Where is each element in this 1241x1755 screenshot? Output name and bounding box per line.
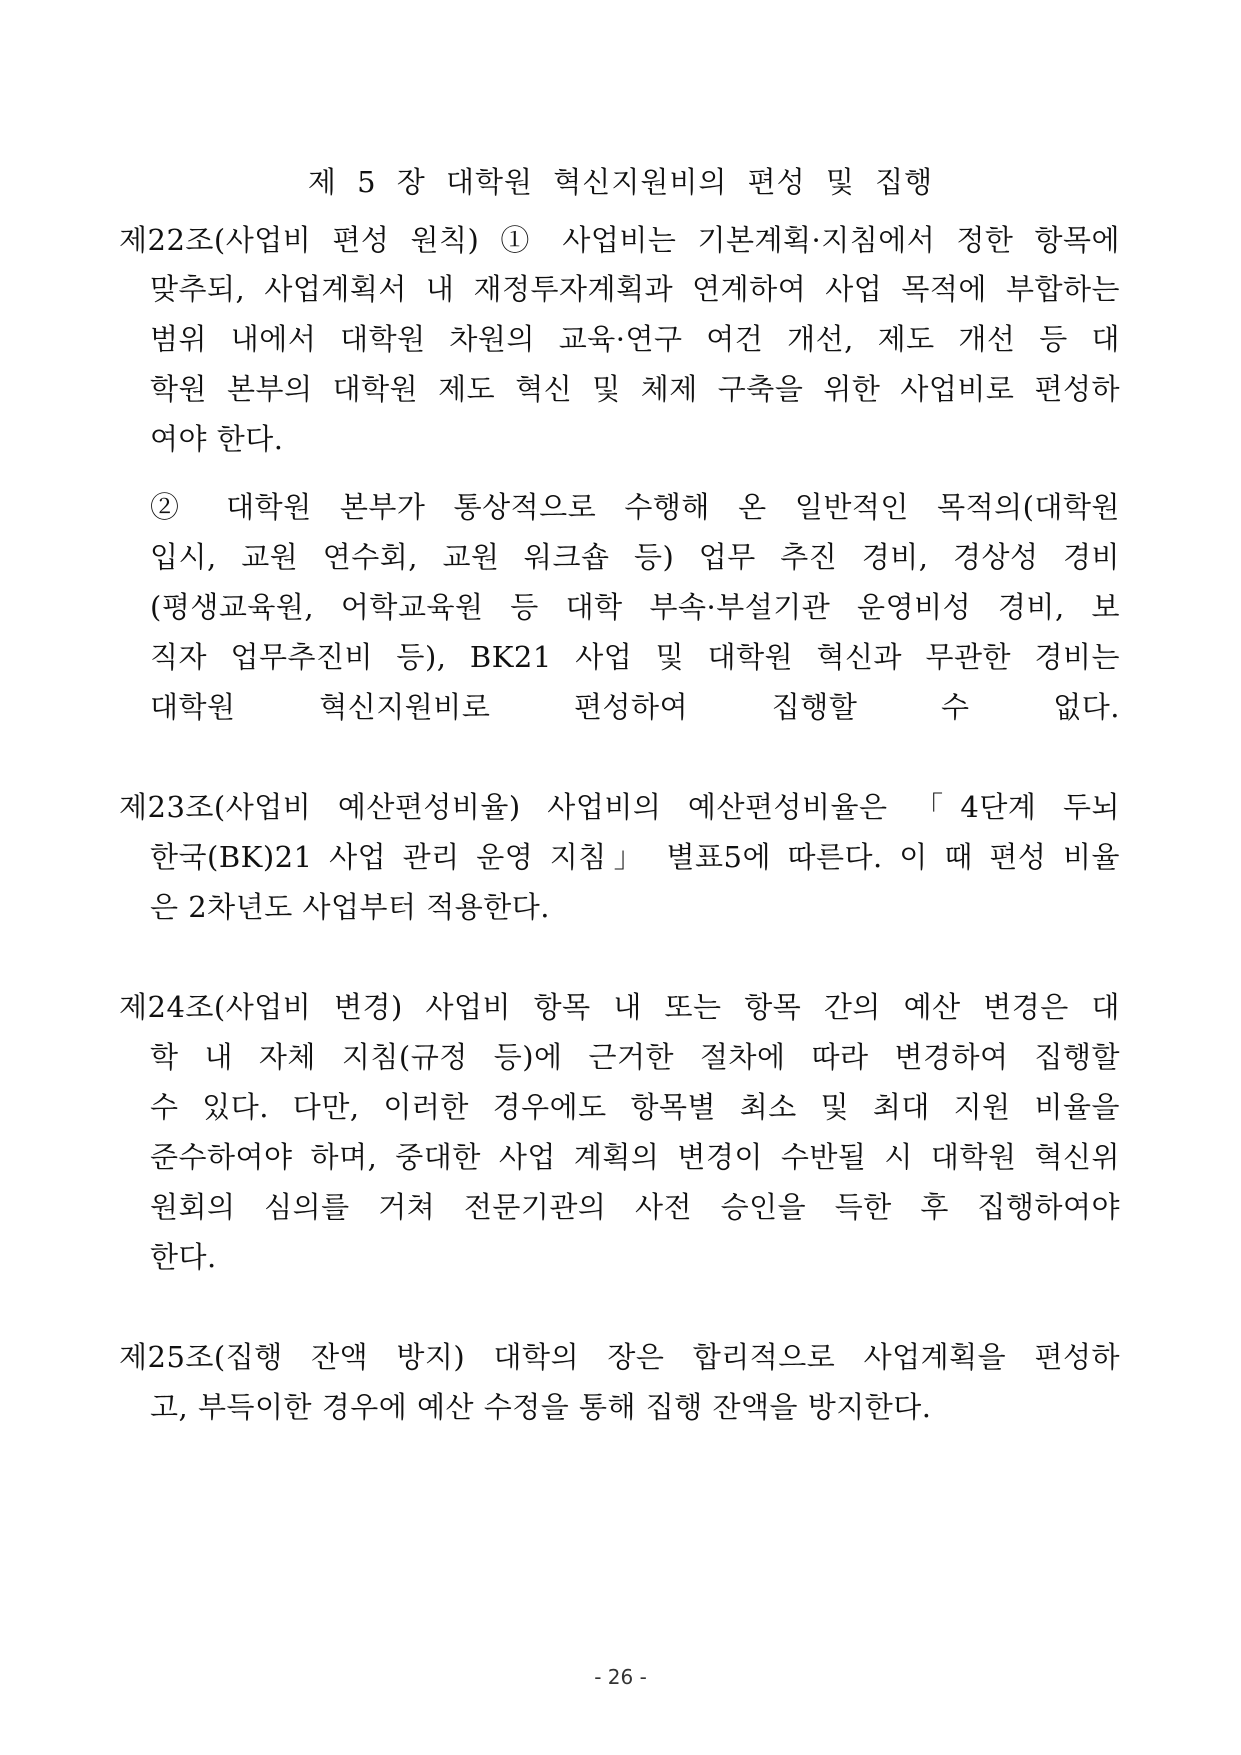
article-22-para2-line-1: ② 대학원 본부가 통상적으로 수행해 온 일반적인 목적의(대학원	[150, 490, 1120, 524]
article-24-line-6: 한다.	[150, 1240, 217, 1274]
article-24-line-5: 원회의 심의를 거쳐 전문기관의 사전 승인을 득한 후 집행하여야	[150, 1190, 1120, 1224]
article-24-line-3: 수 있다. 다만, 이러한 경우에도 항목별 최소 및 최대 지원 비율을	[150, 1090, 1120, 1124]
article-23-line-3: 은 2차년도 사업부터 적용한다.	[150, 890, 550, 924]
article-24-line-1: 제24조(사업비 변경) 사업비 항목 내 또는 항목 간의 예산 변경은 대	[119, 990, 1120, 1024]
article-22-line-3: 범위 내에서 대학원 차원의 교육·연구 여건 개선, 제도 개선 등 대	[150, 322, 1120, 356]
article-23-line-2: 한국(BK)21 사업 관리 운영 지침」 별표5에 따른다. 이 때 편성 비율	[150, 840, 1120, 874]
article-22-para2-line-4: 직자 업무추진비 등), BK21 사업 및 대학원 혁신과 무관한 경비는	[150, 640, 1120, 674]
article-22-line-1: 제22조(사업비 편성 원칙) ① 사업비는 기본계획·지침에서 정한 항목에	[119, 223, 1120, 257]
article-22-para2-line-5: 대학원 혁신지원비로 편성하여 집행할 수 없다.	[150, 690, 1120, 724]
chapter-title: 제 5 장 대학원 혁신지원비의 편성 및 집행	[307, 165, 934, 199]
article-25-line-1: 제25조(집행 잔액 방지) 대학의 장은 합리적으로 사업계획을 편성하	[119, 1340, 1120, 1374]
article-22-line-4: 학원 본부의 대학원 제도 혁신 및 체제 구축을 위한 사업비로 편성하	[150, 372, 1120, 406]
article-24-line-4: 준수하여야 하며, 중대한 사업 계획의 변경이 수반될 시 대학원 혁신위	[150, 1140, 1120, 1174]
article-22-line-2: 맞추되, 사업계획서 내 재정투자계획과 연계하여 사업 목적에 부합하는	[150, 272, 1120, 306]
article-22-line-5: 여야 한다.	[150, 422, 284, 456]
page-number: - 26 -	[594, 1665, 647, 1689]
article-23-line-1: 제23조(사업비 예산편성비율) 사업비의 예산편성비율은 「4단계 두뇌	[119, 790, 1120, 824]
article-22-para2-line-2: 입시, 교원 연수회, 교원 워크숍 등) 업무 추진 경비, 경상성 경비	[150, 540, 1120, 574]
article-22-para2-line-3: (평생교육원, 어학교육원 등 대학 부속·부설기관 운영비성 경비, 보	[150, 590, 1120, 624]
article-24-line-2: 학 내 자체 지침(규정 등)에 근거한 절차에 따라 변경하여 집행할	[150, 1040, 1120, 1074]
article-25-line-2: 고, 부득이한 경우에 예산 수정을 통해 집행 잔액을 방지한다.	[150, 1390, 932, 1424]
